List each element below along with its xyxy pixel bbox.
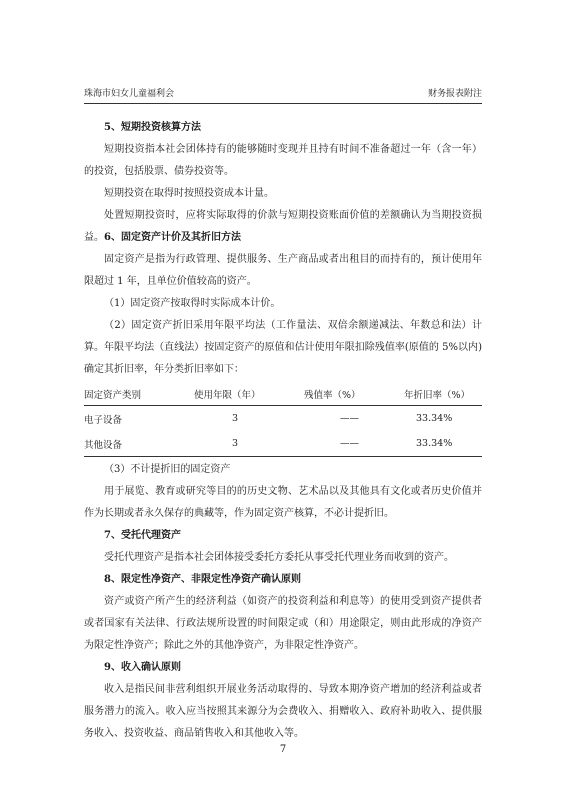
section-5-paragraph-2: 短期投资在取得时按照投资成本计量。	[104, 188, 274, 199]
table-header-cell: 年折旧率（%）	[404, 383, 482, 406]
table-header-row	[84, 383, 482, 406]
table-row	[84, 406, 482, 432]
depreciation-table	[84, 383, 482, 457]
table-cell-years: 3	[232, 413, 239, 424]
section-8-paragraph-1: 资产或资产所产生的经济利益（如资产的投资利益和利息等）的使用受到资产提供者或者国家有关法律、行政法规所设置的时间限定或（和）用途限定，则由此形成的净资产为限定性净资产；除此之外的其他净资产，为非限定性净资产。	[84, 596, 482, 651]
section-6-paragraph-3: （2）固定资产折旧采用年限平均法（工作量法、双倍余额递减法、年数总和法）计算。	[84, 320, 482, 353]
table-cell-rate: 33.34%	[416, 413, 453, 424]
section-6-heading: 6、固定资产计价及其折旧方法	[104, 232, 241, 243]
table-cell-residual: ——	[304, 431, 404, 457]
section-6-paragraph-1: 固定资产是指为行政管理、提供服务、生产商品或者出租目的而持有的，预计使用年限超过 1 年，且单位价值较高的资产。	[84, 254, 482, 287]
section-9-heading: 9、收入确认原则	[104, 662, 181, 673]
section-7-paragraph-1: 受托代理资产是指本社会团体接受委托方委托从事受托代理业务而收到的资产。	[104, 552, 454, 563]
section-8-heading: 8、限定性净资产、非限定性净资产确认原则	[104, 574, 301, 585]
section-5-paragraph-3: 处置短期投资时，应将实际取得的价款与短期投资账面价值的差额确认为当期投资损益。	[84, 210, 482, 243]
section-5-paragraph-1: 短期投资指本社会团体持有的能够随时变现并且持有时间不准备超过一年（含一年）的投资，包括股票、债券投资等。	[84, 144, 482, 177]
section-6-paragraph-5: （3）不计提折旧的固定资产	[104, 464, 231, 475]
header-section: 财务报表附注	[427, 89, 482, 99]
page-header	[84, 86, 482, 102]
section-6-paragraph-4: 年限平均法（直线法）按固定资产的原值和估计使用年限扣除残值率(原值的 5%以内)确定其折旧率，年分类折旧率如下：	[84, 342, 482, 375]
table-row	[84, 431, 482, 457]
table-cell-residual: ——	[340, 413, 359, 424]
table-cell-rate: 33.34%	[404, 431, 482, 457]
section-9-paragraph-1: 收入是指民间非营利组织开展业务活动取得的、导致本期净资产增加的经济利益或者服务潜力的流入。收入应当按照其来源分为会费收入、捐赠收入、政府补助收入、提供服务收入、投资收益、商品销售收入和其他收入等。	[84, 684, 482, 739]
table-header-cell: 残值率（%）	[304, 383, 404, 406]
table-cell-category: 其他设备	[84, 431, 194, 457]
section-7-heading: 7、受托代理资产	[104, 530, 181, 541]
header-organization: 珠海市妇女儿童福利会	[84, 89, 175, 99]
table-cell-category: 电子设备	[84, 414, 123, 426]
header-rule	[84, 103, 482, 104]
section-6-paragraph-2: （1）固定资产按取得时实际成本计价。	[104, 298, 281, 309]
section-6-paragraph-6: 用于展览、教育或研究等目的的历史文物、艺术品以及其他具有文化或者历史价值并作为长期或者永久保存的典藏等，作为固定资产核算，不必计提折旧。	[84, 486, 482, 519]
page-number: 7	[279, 744, 287, 755]
document-body	[84, 117, 482, 745]
table-header-cell: 使用年限（年）	[194, 383, 304, 406]
table-cell-years: 3	[194, 431, 304, 457]
table-header-cell: 固定资产类别	[84, 383, 194, 406]
section-5-heading: 5、短期投资核算方法	[104, 122, 201, 133]
